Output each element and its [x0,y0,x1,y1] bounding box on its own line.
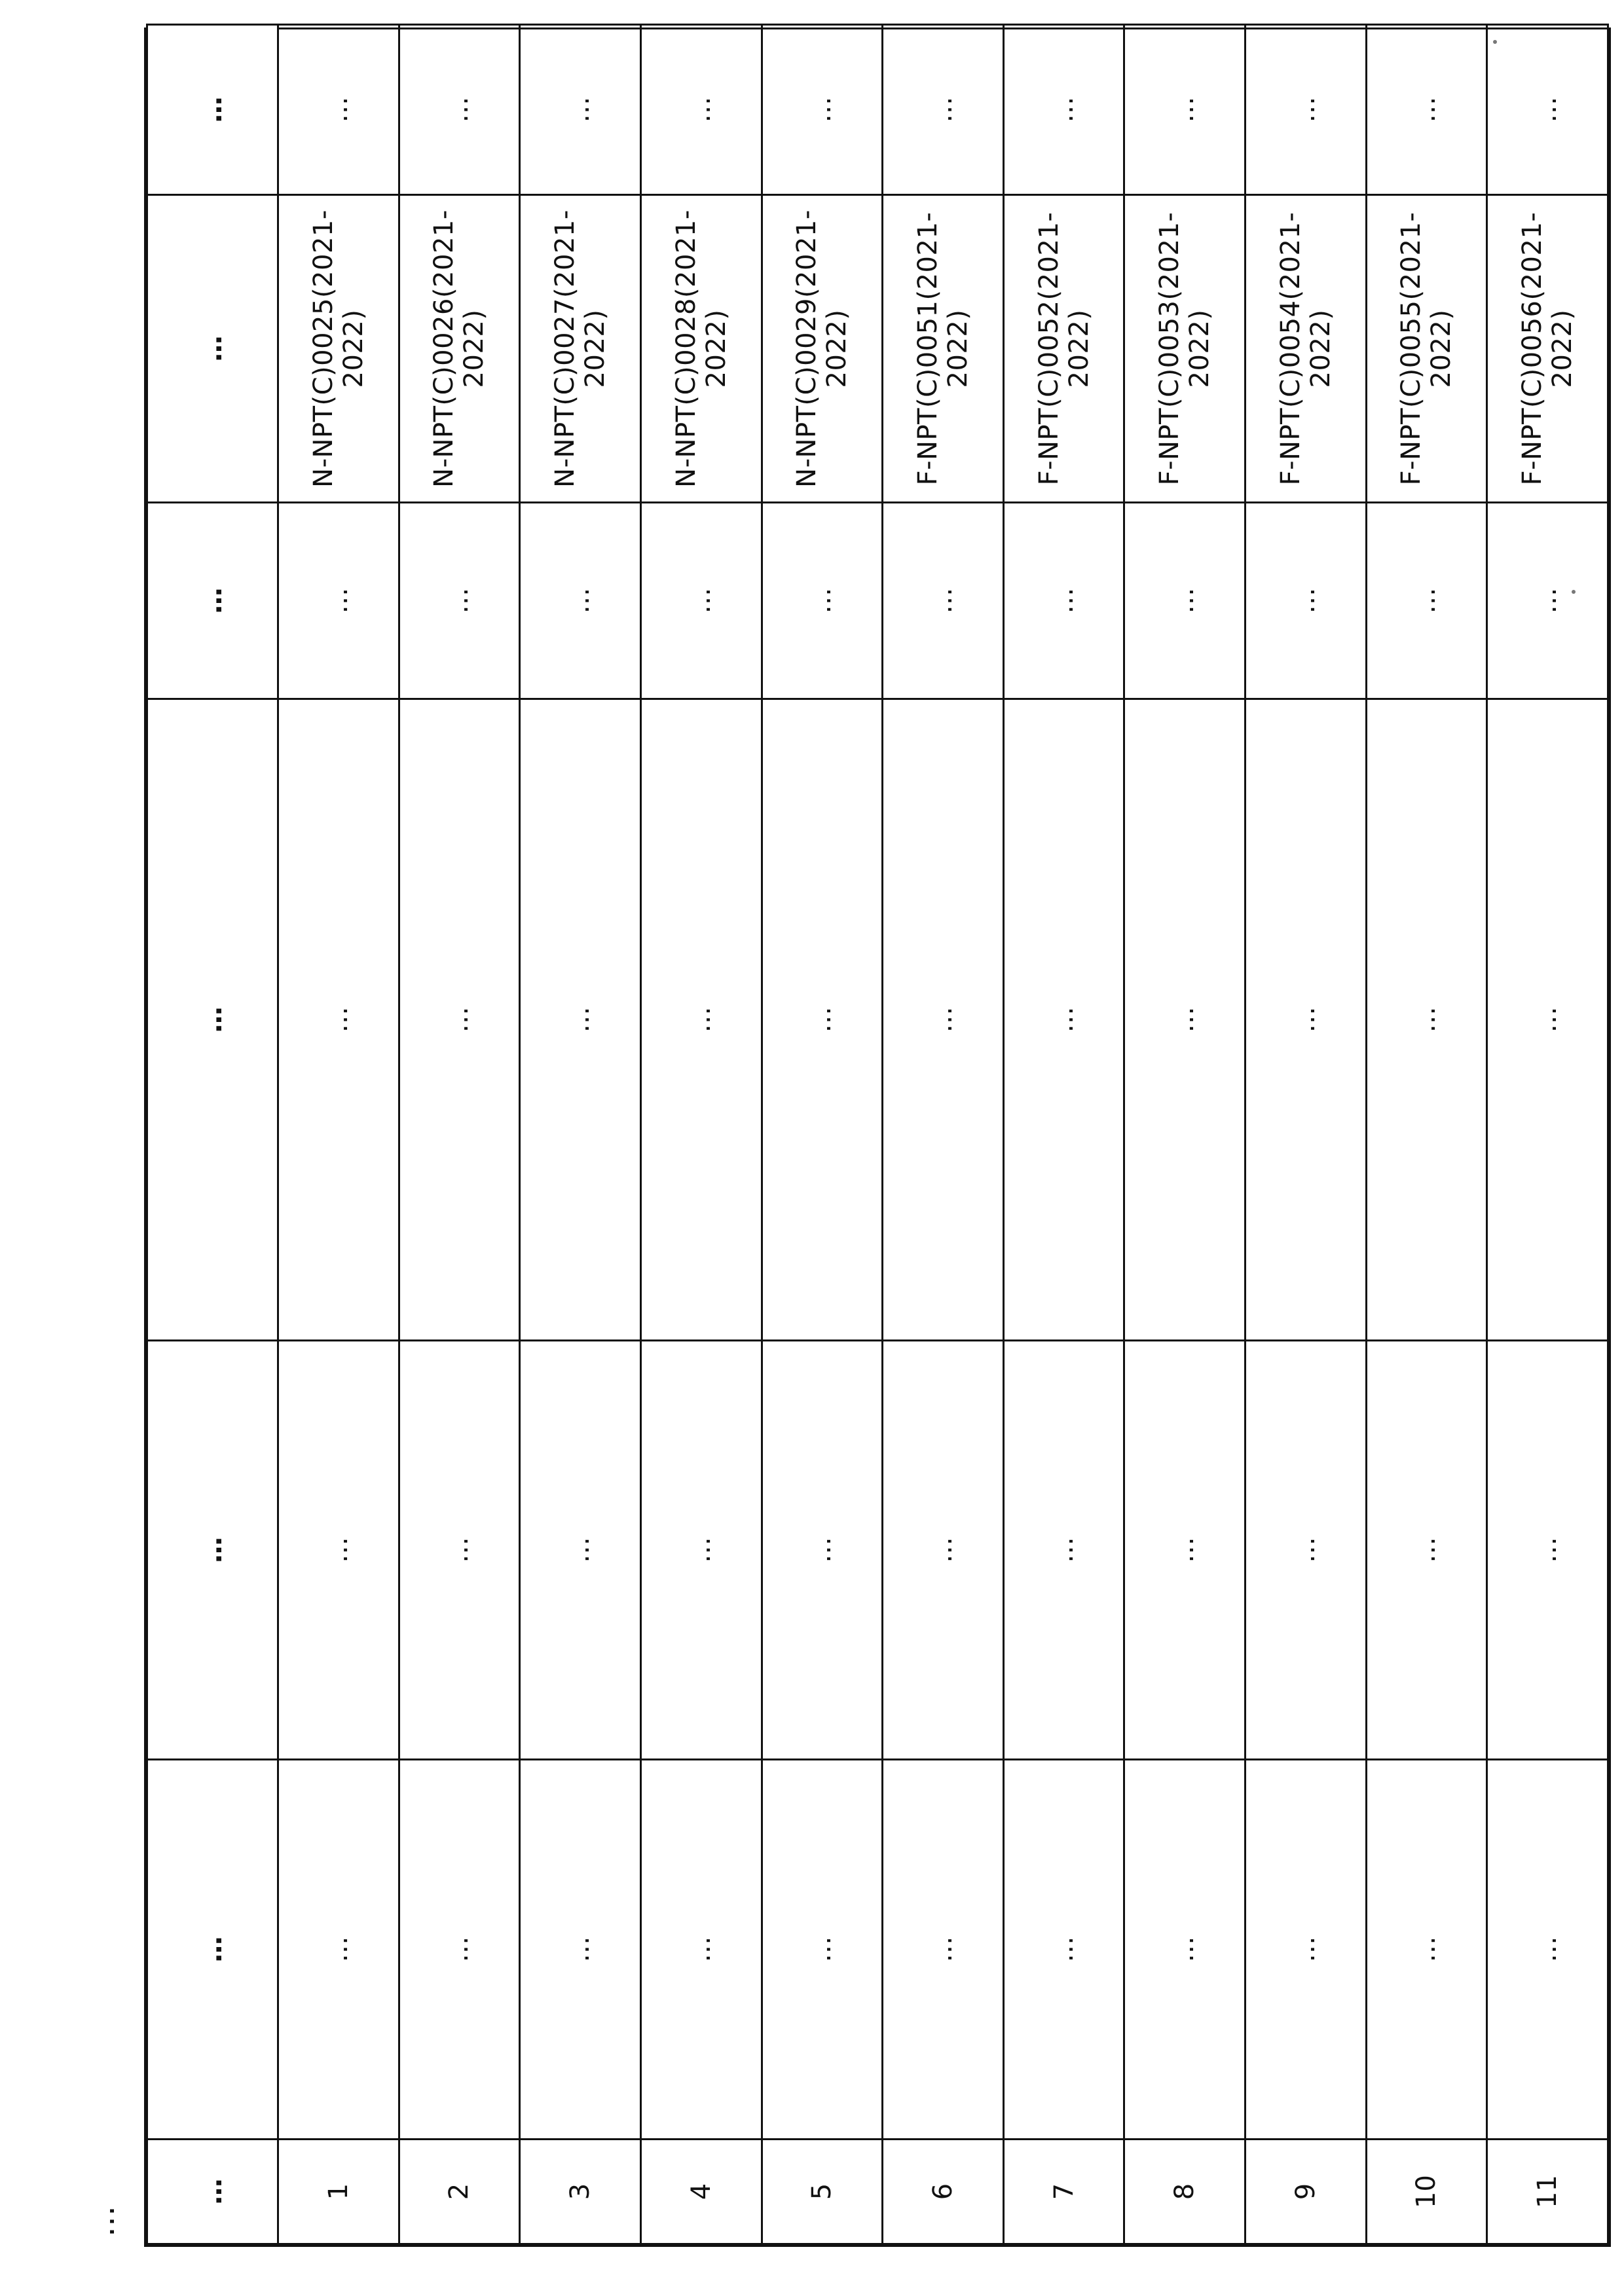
cell-license: F-NPT(C)0051(2021-2022) [883,195,1004,503]
header-license: … [147,195,278,503]
cell-name: … [1003,1760,1124,2140]
cell-type: … [640,503,762,699]
cell-license: N-NPT(C)0027(2021-2022) [520,195,641,503]
cell-status: … [1124,25,1246,195]
cell-type: … [1246,503,1367,699]
scan-speck [1572,590,1576,594]
cell-name: … [399,1760,520,2140]
cell-license: F-NPT(C)0055(2021-2022) [1366,195,1487,503]
cell-type: … [883,503,1004,699]
cell-no: 9 [1246,2140,1367,2244]
cell-status: … [883,25,1004,195]
cell-recommender: … [883,1341,1004,1760]
cell-type: … [520,503,641,699]
cell-site: … [640,699,762,1341]
cell-name: … [278,1760,399,2140]
table-body [278,25,1608,2244]
table-row [762,25,883,2244]
table-row [883,25,1004,2244]
cell-name: … [1366,1760,1487,2140]
cell-license: F-NPT(C)0053(2021-2022) [1124,195,1246,503]
table-row [1003,25,1124,2244]
cell-status: … [1246,25,1367,195]
cell-status: … [1366,25,1487,195]
cell-name: … [1246,1760,1367,2140]
cell-no: 3 [520,2140,641,2244]
cell-name: … [640,1760,762,2140]
cell-type: … [1003,503,1124,699]
cell-no: 7 [1003,2140,1124,2244]
cell-license: F-NPT(C)0054(2021-2022) [1246,195,1367,503]
table-row [278,25,399,2244]
table-header-row [147,25,278,2244]
header-no: … [147,2140,278,2244]
cell-site: … [1124,699,1246,1341]
cell-status: … [278,25,399,195]
cell-license: F-NPT(C)0056(2021-2022) [1487,195,1608,503]
cell-no: 8 [1124,2140,1246,2244]
cell-no: 1 [278,2140,399,2244]
cell-site: … [278,699,399,1341]
cell-no: 5 [762,2140,883,2244]
cell-recommender: … [1246,1341,1367,1760]
header-status: … [147,25,278,195]
cell-status: … [762,25,883,195]
cell-type: … [1124,503,1246,699]
cell-recommender: … [1003,1341,1124,1760]
cell-recommender: … [762,1341,883,1760]
cell-recommender: … [640,1341,762,1760]
cell-recommender: … [1487,1341,1608,1760]
cell-name: … [520,1760,641,2140]
cell-name: … [1124,1760,1246,2140]
cell-site: … [520,699,641,1341]
cell-site: … [1366,699,1487,1341]
scan-speck [1493,40,1497,44]
cell-type: … [1366,503,1487,699]
cell-no: 2 [399,2140,520,2244]
table-row [1124,25,1246,2244]
license-table [146,24,1609,2245]
header-site: … [147,699,278,1341]
cell-site: … [1246,699,1367,1341]
cell-license: F-NPT(C)0052(2021-2022) [1003,195,1124,503]
cell-type: … [762,503,883,699]
cell-status: … [399,25,520,195]
cell-name: … [762,1760,883,2140]
cell-no: 6 [883,2140,1004,2244]
cell-type: … [1487,503,1608,699]
cell-status: … [1487,25,1608,195]
cell-site: … [1003,699,1124,1341]
cell-recommender: … [520,1341,641,1760]
header-name: … [147,1760,278,2140]
cell-site: … [1487,699,1608,1341]
cell-no: 11 [1487,2140,1608,2244]
cell-status: … [520,25,641,195]
license-table-wrap [144,27,1611,2247]
cell-license: N-NPT(C)0026(2021-2022) [399,195,520,503]
table-row [520,25,641,2244]
table-row [1487,25,1608,2244]
cell-license: N-NPT(C)0028(2021-2022) [640,195,762,503]
cell-type: … [399,503,520,699]
cell-status: … [640,25,762,195]
table-row [1246,25,1367,2244]
cell-name: … [883,1760,1004,2140]
cell-site: … [883,699,1004,1341]
cell-recommender: … [1124,1341,1246,1760]
header-type: … [147,503,278,699]
cell-license: N-NPT(C)0025(2021-2022) [278,195,399,503]
cell-no: 4 [640,2140,762,2244]
table-row [399,25,520,2244]
cell-name: … [1487,1760,1608,2140]
cell-recommender: … [278,1341,399,1760]
cell-status: … [1003,25,1124,195]
document-title: … [85,2205,122,2237]
cell-recommender: … [399,1341,520,1760]
header-recommender: … [147,1341,278,1760]
cell-type: … [278,503,399,699]
table-row [640,25,762,2244]
table-row [1366,25,1487,2244]
cell-recommender: … [1366,1341,1487,1760]
cell-no: 10 [1366,2140,1487,2244]
cell-site: … [399,699,520,1341]
cell-site: … [762,699,883,1341]
cell-license: N-NPT(C)0029(2021-2022) [762,195,883,503]
